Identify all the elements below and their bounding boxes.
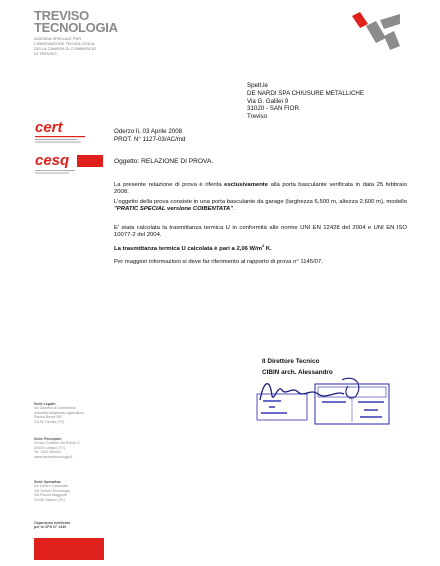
p1-emphasis: esclusivamente [224, 182, 269, 188]
footer-heading: Sede Operativa: [34, 480, 62, 484]
p2-text-end: . [232, 206, 235, 213]
recipient-company: DE NARDI SPA CHIUSURE METALLICHE [247, 89, 365, 97]
stamp-seal-icon [255, 392, 311, 422]
signer-name: CIBIN arch. Alessandro [262, 369, 333, 376]
footer-line: 31100 Treviso (TV) [34, 419, 65, 424]
p2-text: L'oggetto della prova consiste in una porta basculante da garage (larghezza 6,500 m, altezza 2,600 m), modello [114, 199, 407, 205]
brand-sub-line: L'INNOVAZIONE TECNOLOGICA [34, 41, 95, 46]
brand-subtitle [34, 36, 124, 56]
brand-line-1: TREVISO [34, 8, 89, 23]
footer-line: Tel. 0422.50xxxx [34, 450, 61, 455]
footer-line: 31040 Lutrano (TV) [34, 445, 66, 450]
footer-line: Piazza Borsa 3/B [34, 415, 62, 420]
footer-line: Industria Artigianato Agricoltura [34, 410, 84, 415]
recipient-salutation: Spett.le [247, 82, 268, 89]
footer-line: c/o Centro Comunale [34, 484, 68, 489]
footer-accent-block [34, 538, 104, 560]
recipient-province: Treviso [247, 113, 268, 121]
p2-model-name: "PRATIC SPECIAL versione COIBENTATA" [114, 206, 233, 213]
footer-line: c/o Camera di Commercio [34, 406, 76, 411]
footer-line: 31046 Oderzo (TV) [34, 497, 65, 502]
paragraph-4 [114, 242, 407, 253]
brand-sub-line: DELLA CAMERA DI COMMERCIO [34, 46, 97, 51]
p4-text-end: K. [264, 245, 272, 252]
paragraph-5: Per maggiori informazioni si deve far riferimento al rapporto di prova n° 1145/07. [114, 259, 323, 265]
footer-line: Centro Cristallo Via Roma, 4 [34, 441, 80, 446]
p4-superscript: 2 [261, 243, 265, 248]
footer-line: Via Toniolo Tecnologia [34, 488, 70, 493]
footer-line: per la CPD N° 1449 [34, 525, 67, 530]
brand-sub-line: DI TREVISO [34, 51, 57, 56]
footer-legal-office [34, 402, 106, 424]
footer-line: www.trevisotecnologia.it [34, 454, 73, 459]
footer-heading: Sede Legale: [34, 402, 57, 406]
cesq-logo-text: cesq [35, 152, 70, 169]
date-line: Oderzo lì, 03 Aprile 2008 [114, 128, 183, 135]
brand-mark-icon [350, 12, 402, 52]
recipient-address [247, 82, 364, 121]
cesq-logo-icon [33, 151, 107, 177]
brand-line-2: TECNOLOGIA [34, 20, 118, 35]
footer-heading: Sede Principale: [34, 437, 62, 441]
document-meta [114, 128, 185, 143]
footer-line: Via Piazza Maggiore [34, 493, 67, 498]
p4-text: La trasmittanza termica U calcolata è pari a 2,06 W/m [114, 245, 262, 252]
subject-line: Oggetto: RELAZIONE DI PROVA. [114, 158, 214, 165]
paragraph-2 [114, 199, 407, 214]
cert-logo-text: cert [35, 119, 63, 136]
official-stamp-icon [314, 383, 390, 425]
footer-notified-body [34, 521, 106, 530]
p1-text: La presente relazione di prova è riferita [114, 182, 225, 188]
protocol-number: PROT. N° 1127-03/AC/md [114, 135, 186, 143]
paragraph-1 [114, 182, 407, 197]
recipient-street: Via G. Galilei 9 [247, 97, 289, 105]
brand-logo-text [34, 10, 118, 34]
cert-logo-icon [33, 118, 97, 146]
p1-text-end: alla porta basculante verificata in data 25 febbraio 2008. [114, 182, 407, 196]
footer-main-office [34, 437, 106, 459]
recipient-city: 31020 - SAN FIOR [247, 105, 299, 113]
paragraph-3: E' stata calcolata la trasmittanza termica U in conformità alle norme UNI EN 12428 del 2004 e UNI EN ISO 10077-2 del 2004. [114, 225, 407, 239]
footer-operative-office [34, 480, 106, 502]
signer-title: Il Direttore Tecnico [262, 358, 320, 365]
footer-heading: Organismo notificato [34, 521, 71, 525]
brand-sub-line: AZIENDA SPECIALE PER [34, 36, 82, 41]
